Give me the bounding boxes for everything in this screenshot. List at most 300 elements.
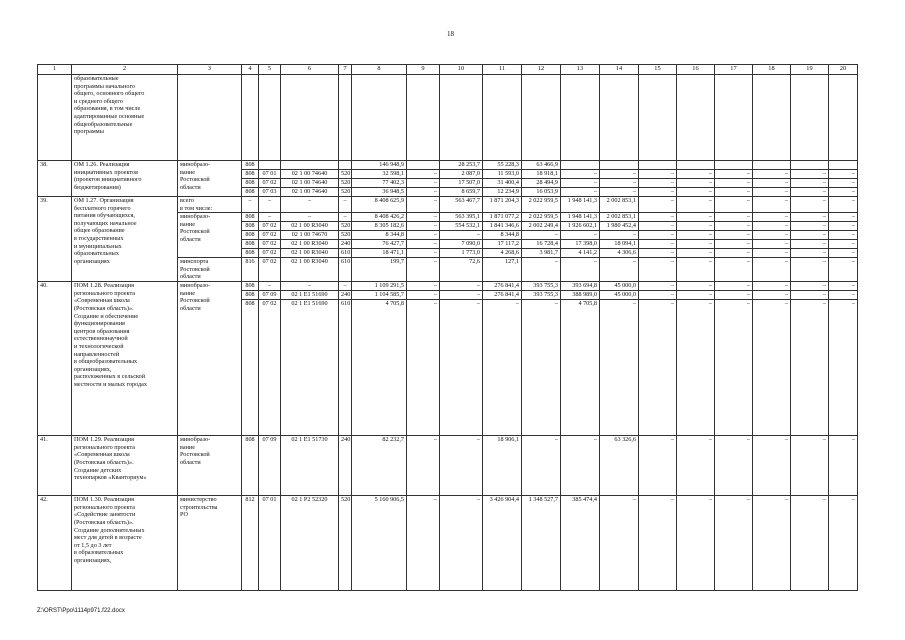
value-cell-c19: – — [791, 197, 829, 213]
value-cell-c18: – — [753, 213, 791, 222]
value-cell-c12: – — [522, 258, 561, 282]
row-number-cell — [38, 75, 72, 161]
value-cell-c17: – — [715, 222, 753, 231]
value-cell-c15: – — [639, 170, 677, 179]
value-cell-c12: 16 053,9 — [522, 188, 561, 197]
value-cell-c6: 02 1 E1 51690 — [281, 300, 339, 436]
measure-name-cell: ПОМ 1.29. Реализация регионального проекта «Современная школа (Ростовская область)». Создание детских технопарков «Кванториум» — [72, 436, 178, 496]
value-cell-c19: – — [791, 188, 829, 197]
value-cell-c6: 02 1 E1 51690 — [281, 291, 339, 300]
value-cell-c14: 4 306,6 — [600, 249, 639, 258]
value-cell-c9: – — [407, 249, 440, 258]
value-cell-c17: – — [715, 197, 753, 213]
column-number-header: 18 — [753, 65, 791, 75]
table-row — [38, 282, 858, 291]
value-cell-c18: – — [753, 291, 791, 300]
measure-name-cell: образовательные программы начального общего, основного общего и среднего общего образования, в том числе адаптированные основные общеобразовательные программы — [72, 75, 178, 161]
value-cell-c20: – — [829, 231, 858, 240]
value-cell-c13: – — [561, 170, 600, 179]
row-number-cell: 40. — [38, 282, 72, 436]
value-cell-c6: 02 1 00 R3040 — [281, 249, 339, 258]
value-cell-c7: 520 — [339, 188, 352, 197]
value-cell-c10: 563 395,1 — [440, 213, 483, 222]
executor-cell: минобразо- вание Ростовской области — [178, 213, 242, 258]
value-cell-c4: – — [242, 197, 259, 213]
value-cell-c5: 07 01 — [259, 170, 281, 179]
empty-cell — [829, 75, 858, 161]
value-cell-c4: 808 — [242, 282, 259, 291]
value-cell-c14: 63 326,6 — [600, 436, 639, 496]
value-cell-c4: 808 — [242, 300, 259, 436]
empty-cell — [259, 75, 281, 161]
value-cell-c8: 82 232,7 — [352, 436, 407, 496]
empty-cell — [715, 75, 753, 161]
value-cell-c16: – — [677, 258, 715, 282]
value-cell-c15: – — [639, 249, 677, 258]
value-cell-c10: 1 773,0 — [440, 249, 483, 258]
value-cell-c12: – — [522, 436, 561, 496]
value-cell-c5: 07 02 — [259, 231, 281, 240]
value-cell-c11: 1 871 077,2 — [483, 213, 522, 222]
value-cell-c8: 8 408 426,2 — [352, 213, 407, 222]
row-number-cell: 39. — [38, 197, 72, 282]
value-cell-c8: 146 948,9 — [352, 161, 407, 170]
value-cell-c12: 393 755,3 — [522, 282, 561, 291]
value-cell-c4: 808 — [242, 436, 259, 496]
row-number-cell: 42. — [38, 496, 72, 591]
value-cell-c11: 31 400,4 — [483, 179, 522, 188]
value-cell-c9: – — [407, 197, 440, 213]
empty-cell — [281, 75, 339, 161]
value-cell-c5: 07 02 — [259, 258, 281, 282]
value-cell-c20: – — [829, 213, 858, 222]
value-cell-c10: 72,6 — [440, 258, 483, 282]
column-number-header: 5 — [259, 65, 281, 75]
measure-name-cell: ПОМ 1.30. Реализация регионального проекта «Содействие занятости (Ростовская область)». Создание дополнительных мест для детей в возрасте от 1,5 до 3 лет в образовательных организациях, — [72, 496, 178, 591]
executor-cell: минобразо- вание Ростовской области — [178, 436, 242, 496]
value-cell-c4: 812 — [242, 496, 259, 591]
value-cell-c16 — [677, 161, 715, 170]
value-cell-c7: 520 — [339, 179, 352, 188]
value-cell-c9: – — [407, 436, 440, 496]
value-cell-c7: 610 — [339, 258, 352, 282]
value-cell-c14: 2 002 853,1 — [600, 213, 639, 222]
table-row — [38, 496, 858, 591]
column-number-header: 14 — [600, 65, 639, 75]
value-cell-c5: 07 02 — [259, 240, 281, 249]
value-cell-c19: – — [791, 213, 829, 222]
value-cell-c5: – — [259, 197, 281, 213]
value-cell-c14: 1 980 452,4 — [600, 222, 639, 231]
value-cell-c13: – — [561, 258, 600, 282]
column-number-header: 8 — [352, 65, 407, 75]
value-cell-c5: – — [259, 213, 281, 222]
value-cell-c14: 2 002 853,1 — [600, 197, 639, 213]
executor-cell: минобразо- вание Ростовской области — [178, 282, 242, 436]
value-cell-c14: – — [600, 496, 639, 591]
value-cell-c16: – — [677, 213, 715, 222]
value-cell-c4: 808 — [242, 249, 259, 258]
value-cell-c18: – — [753, 179, 791, 188]
value-cell-c16: – — [677, 222, 715, 231]
value-cell-c17: – — [715, 436, 753, 496]
value-cell-c14: – — [600, 258, 639, 282]
value-cell-c7: 520 — [339, 231, 352, 240]
value-cell-c15: – — [639, 282, 677, 291]
value-cell-c14: – — [600, 300, 639, 436]
value-cell-c20: – — [829, 179, 858, 188]
column-number-header: 11 — [483, 65, 522, 75]
value-cell-c13: 4 705,8 — [561, 300, 600, 436]
value-cell-c18: – — [753, 282, 791, 291]
value-cell-c14: 45 000,0 — [600, 282, 639, 291]
value-cell-c12: 2 022 959,5 — [522, 197, 561, 213]
empty-cell — [440, 75, 483, 161]
executor-cell: всего в том числе: — [178, 197, 242, 213]
value-cell-c11: 276 841,4 — [483, 282, 522, 291]
value-cell-c7: 610 — [339, 300, 352, 436]
value-cell-c8: 1 104 585,7 — [352, 291, 407, 300]
value-cell-c15: – — [639, 291, 677, 300]
value-cell-c12: 16 728,4 — [522, 240, 561, 249]
value-cell-c18: – — [753, 240, 791, 249]
value-cell-c8: 5 160 906,5 — [352, 496, 407, 591]
empty-cell — [178, 75, 242, 161]
value-cell-c7: – — [339, 197, 352, 213]
value-cell-c17: – — [715, 188, 753, 197]
value-cell-c7: 610 — [339, 249, 352, 258]
value-cell-c11: 276 841,4 — [483, 291, 522, 300]
value-cell-c11: 8 344,8 — [483, 231, 522, 240]
value-cell-c18: – — [753, 436, 791, 496]
value-cell-c19: – — [791, 170, 829, 179]
value-cell-c9: – — [407, 300, 440, 436]
value-cell-c15: – — [639, 188, 677, 197]
value-cell-c11: – — [483, 300, 522, 436]
value-cell-c7: 520 — [339, 170, 352, 179]
value-cell-c17: – — [715, 240, 753, 249]
value-cell-c10: 2 087,0 — [440, 170, 483, 179]
measure-name-cell: ПОМ 1.28. Реализация регионального проекта «Современная школа (Ростовская область)». Создание и обеспечение функционирования центров образования естественнонаучной и технологической направленностей в общеобразовательных организациях, расположенных в сельской местности и малых городах — [72, 282, 178, 436]
value-cell-c5: 07 02 — [259, 179, 281, 188]
value-cell-c15: – — [639, 222, 677, 231]
value-cell-c6: 02 1 00 R3040 — [281, 222, 339, 231]
value-cell-c11: 11 593,0 — [483, 170, 522, 179]
value-cell-c13: 4 141,2 — [561, 249, 600, 258]
measure-name-cell: ОМ 1.26. Реализация инициативных проектов (проектов инициативного бюджетирования) — [72, 161, 178, 197]
value-cell-c16: – — [677, 291, 715, 300]
value-cell-c9: – — [407, 213, 440, 222]
value-cell-c16: – — [677, 240, 715, 249]
value-cell-c16: – — [677, 300, 715, 436]
value-cell-c11: 18 906,1 — [483, 436, 522, 496]
value-cell-c15: – — [639, 496, 677, 591]
value-cell-c16: – — [677, 170, 715, 179]
value-cell-c18: – — [753, 496, 791, 591]
value-cell-c8: 32 598,1 — [352, 170, 407, 179]
value-cell-c17: – — [715, 179, 753, 188]
value-cell-c14: 45 000,0 — [600, 291, 639, 300]
value-cell-c15: – — [639, 300, 677, 436]
value-cell-c10: – — [440, 436, 483, 496]
value-cell-c4: 808 — [242, 161, 259, 170]
value-cell-c4: 808 — [242, 188, 259, 197]
value-cell-c14: – — [600, 231, 639, 240]
value-cell-c7 — [339, 161, 352, 170]
value-cell-c6: – — [281, 282, 339, 291]
value-cell-c12: 1 348 527,7 — [522, 496, 561, 591]
value-cell-c11: 17 117,2 — [483, 240, 522, 249]
value-cell-c6: – — [281, 213, 339, 222]
value-cell-c6: – — [281, 197, 339, 213]
value-cell-c5: 07 09 — [259, 436, 281, 496]
value-cell-c17: – — [715, 258, 753, 282]
value-cell-c9: – — [407, 258, 440, 282]
value-cell-c4: 808 — [242, 170, 259, 179]
value-cell-c5: 07 09 — [259, 291, 281, 300]
value-cell-c6: 02 1 P2 52320 — [281, 496, 339, 591]
value-cell-c20: – — [829, 249, 858, 258]
value-cell-c13: – — [561, 188, 600, 197]
value-cell-c13 — [561, 161, 600, 170]
executor-cell: министерство строительства РО — [178, 496, 242, 591]
value-cell-c8: 8 305 182,6 — [352, 222, 407, 231]
value-cell-c5: 07 02 — [259, 300, 281, 436]
value-cell-c11: 1 841 346,6 — [483, 222, 522, 231]
table-row — [38, 75, 858, 161]
value-cell-c9: – — [407, 231, 440, 240]
value-cell-c19: – — [791, 240, 829, 249]
column-number-header: 12 — [522, 65, 561, 75]
value-cell-c12: 18 918,1 — [522, 170, 561, 179]
value-cell-c17: – — [715, 231, 753, 240]
value-cell-c11: 127,1 — [483, 258, 522, 282]
value-cell-c17: – — [715, 300, 753, 436]
value-cell-c4: 808 — [242, 291, 259, 300]
empty-cell — [352, 75, 407, 161]
value-cell-c6 — [281, 161, 339, 170]
value-cell-c19: – — [791, 291, 829, 300]
value-cell-c10: – — [440, 496, 483, 591]
column-number-header: 16 — [677, 65, 715, 75]
value-cell-c13: 17 398,0 — [561, 240, 600, 249]
executor-cell: минобразо- вание Ростовской области — [178, 161, 242, 197]
value-cell-c12: – — [522, 300, 561, 436]
value-cell-c16: – — [677, 197, 715, 213]
value-cell-c10: 8 659,7 — [440, 188, 483, 197]
value-cell-c13: – — [561, 436, 600, 496]
column-number-header: 10 — [440, 65, 483, 75]
value-cell-c20: – — [829, 240, 858, 249]
value-cell-c18: – — [753, 222, 791, 231]
value-cell-c17 — [715, 161, 753, 170]
value-cell-c16: – — [677, 179, 715, 188]
value-cell-c9: – — [407, 240, 440, 249]
value-cell-c16: – — [677, 188, 715, 197]
empty-cell — [600, 75, 639, 161]
value-cell-c15: – — [639, 258, 677, 282]
value-cell-c11: 3 426 904,4 — [483, 496, 522, 591]
value-cell-c19: – — [791, 436, 829, 496]
table-row — [38, 197, 858, 213]
value-cell-c10: 17 507,0 — [440, 179, 483, 188]
value-cell-c13: 1 948 141,3 — [561, 197, 600, 213]
value-cell-c15: – — [639, 179, 677, 188]
value-cell-c7: 240 — [339, 291, 352, 300]
value-cell-c19: – — [791, 249, 829, 258]
empty-cell — [407, 75, 440, 161]
value-cell-c8: 77 402,3 — [352, 179, 407, 188]
value-cell-c15: – — [639, 436, 677, 496]
value-cell-c9: – — [407, 179, 440, 188]
value-cell-c12: – — [522, 231, 561, 240]
value-cell-c7: 520 — [339, 222, 352, 231]
value-cell-c19: – — [791, 300, 829, 436]
table-row — [38, 161, 858, 170]
value-cell-c15: – — [639, 240, 677, 249]
value-cell-c15: – — [639, 231, 677, 240]
value-cell-c10: – — [440, 282, 483, 291]
value-cell-c6: 02 1 00 R3040 — [281, 240, 339, 249]
empty-cell — [561, 75, 600, 161]
value-cell-c19: – — [791, 231, 829, 240]
value-cell-c13: – — [561, 179, 600, 188]
value-cell-c20: – — [829, 300, 858, 436]
value-cell-c17: – — [715, 282, 753, 291]
value-cell-c6: 02 1 00 74640 — [281, 179, 339, 188]
value-cell-c20: – — [829, 291, 858, 300]
value-cell-c9 — [407, 161, 440, 170]
value-cell-c19: – — [791, 258, 829, 282]
value-cell-c5: – — [259, 282, 281, 291]
value-cell-c18 — [753, 161, 791, 170]
value-cell-c19: – — [791, 282, 829, 291]
value-cell-c8: 8 344,8 — [352, 231, 407, 240]
value-cell-c8: 8 408 625,9 — [352, 197, 407, 213]
value-cell-c6: 02 1 00 74640 — [281, 170, 339, 179]
value-cell-c10: – — [440, 300, 483, 436]
value-cell-c20: – — [829, 170, 858, 179]
value-cell-c16: – — [677, 282, 715, 291]
value-cell-c10: – — [440, 231, 483, 240]
value-cell-c10: 28 253,7 — [440, 161, 483, 170]
value-cell-c5: 07 01 — [259, 496, 281, 591]
value-cell-c17: – — [715, 249, 753, 258]
value-cell-c5: 07 02 — [259, 222, 281, 231]
empty-cell — [791, 75, 829, 161]
column-number-header: 15 — [639, 65, 677, 75]
value-cell-c16: – — [677, 496, 715, 591]
value-cell-c10: – — [440, 291, 483, 300]
value-cell-c9: – — [407, 496, 440, 591]
value-cell-c18: – — [753, 258, 791, 282]
column-number-header: 6 — [281, 65, 339, 75]
value-cell-c13: 393 694,8 — [561, 282, 600, 291]
value-cell-c12: 63 466,9 — [522, 161, 561, 170]
value-cell-c6: 02 1 00 74670 — [281, 231, 339, 240]
value-cell-c15: – — [639, 213, 677, 222]
value-cell-c4: 808 — [242, 222, 259, 231]
value-cell-c11: 12 234,9 — [483, 188, 522, 197]
column-number-header: 19 — [791, 65, 829, 75]
value-cell-c7: – — [339, 213, 352, 222]
value-cell-c20 — [829, 161, 858, 170]
value-cell-c17: – — [715, 496, 753, 591]
value-cell-c8: 76 427,7 — [352, 240, 407, 249]
value-cell-c19: – — [791, 496, 829, 591]
column-number-row — [38, 65, 858, 75]
column-number-header: 20 — [829, 65, 858, 75]
value-cell-c7: 240 — [339, 240, 352, 249]
value-cell-c6: 02 1 E1 51730 — [281, 436, 339, 496]
value-cell-c20: – — [829, 188, 858, 197]
value-cell-c13: 1 948 141,3 — [561, 213, 600, 222]
value-cell-c11: 4 268,6 — [483, 249, 522, 258]
value-cell-c18: – — [753, 197, 791, 213]
value-cell-c10: 7 090,0 — [440, 240, 483, 249]
value-cell-c13: – — [561, 231, 600, 240]
value-cell-c14: – — [600, 188, 639, 197]
value-cell-c16: – — [677, 436, 715, 496]
value-cell-c5: 07 03 — [259, 188, 281, 197]
value-cell-c8: 18 471,1 — [352, 249, 407, 258]
value-cell-c20: – — [829, 197, 858, 213]
value-cell-c14: 18 094,1 — [600, 240, 639, 249]
value-cell-c18: – — [753, 170, 791, 179]
value-cell-c7: 520 — [339, 496, 352, 591]
value-cell-c19: – — [791, 222, 829, 231]
value-cell-c14 — [600, 161, 639, 170]
value-cell-c11: 55 228,3 — [483, 161, 522, 170]
empty-cell — [639, 75, 677, 161]
column-number-header: 2 — [72, 65, 178, 75]
table-row — [38, 436, 858, 496]
executor-cell: минспорта Ростовской области — [178, 258, 242, 282]
value-cell-c4: 816 — [242, 258, 259, 282]
column-number-header: 3 — [178, 65, 242, 75]
value-cell-c13: 385 474,4 — [561, 496, 600, 591]
column-number-header: 4 — [242, 65, 259, 75]
column-number-header: 1 — [38, 65, 72, 75]
value-cell-c17: – — [715, 213, 753, 222]
value-cell-c20: – — [829, 282, 858, 291]
value-cell-c15 — [639, 161, 677, 170]
value-cell-c11: 1 871 204,3 — [483, 197, 522, 213]
value-cell-c9: – — [407, 188, 440, 197]
value-cell-c5 — [259, 161, 281, 170]
value-cell-c8: 36 948,5 — [352, 188, 407, 197]
empty-cell — [483, 75, 522, 161]
row-number-cell: 41. — [38, 436, 72, 496]
value-cell-c17: – — [715, 291, 753, 300]
value-cell-c8: 1 109 291,5 — [352, 282, 407, 291]
value-cell-c18: – — [753, 188, 791, 197]
empty-cell — [339, 75, 352, 161]
value-cell-c9: – — [407, 222, 440, 231]
value-cell-c8: 199,7 — [352, 258, 407, 282]
empty-cell — [677, 75, 715, 161]
value-cell-c12: 28 494,9 — [522, 179, 561, 188]
column-number-header: 9 — [407, 65, 440, 75]
page-number: 18 — [447, 30, 454, 38]
value-cell-c4: 808 — [242, 231, 259, 240]
column-number-header: 7 — [339, 65, 352, 75]
measure-name-cell: ОМ 1.27. Организация бесплатного горячего питания обучающихся, получающих начальное общее образование в государственных и муниципальных образовательных организациях — [72, 197, 178, 282]
value-cell-c15: – — [639, 197, 677, 213]
value-cell-c10: 554 532,1 — [440, 222, 483, 231]
value-cell-c7: – — [339, 282, 352, 291]
column-number-header: 13 — [561, 65, 600, 75]
